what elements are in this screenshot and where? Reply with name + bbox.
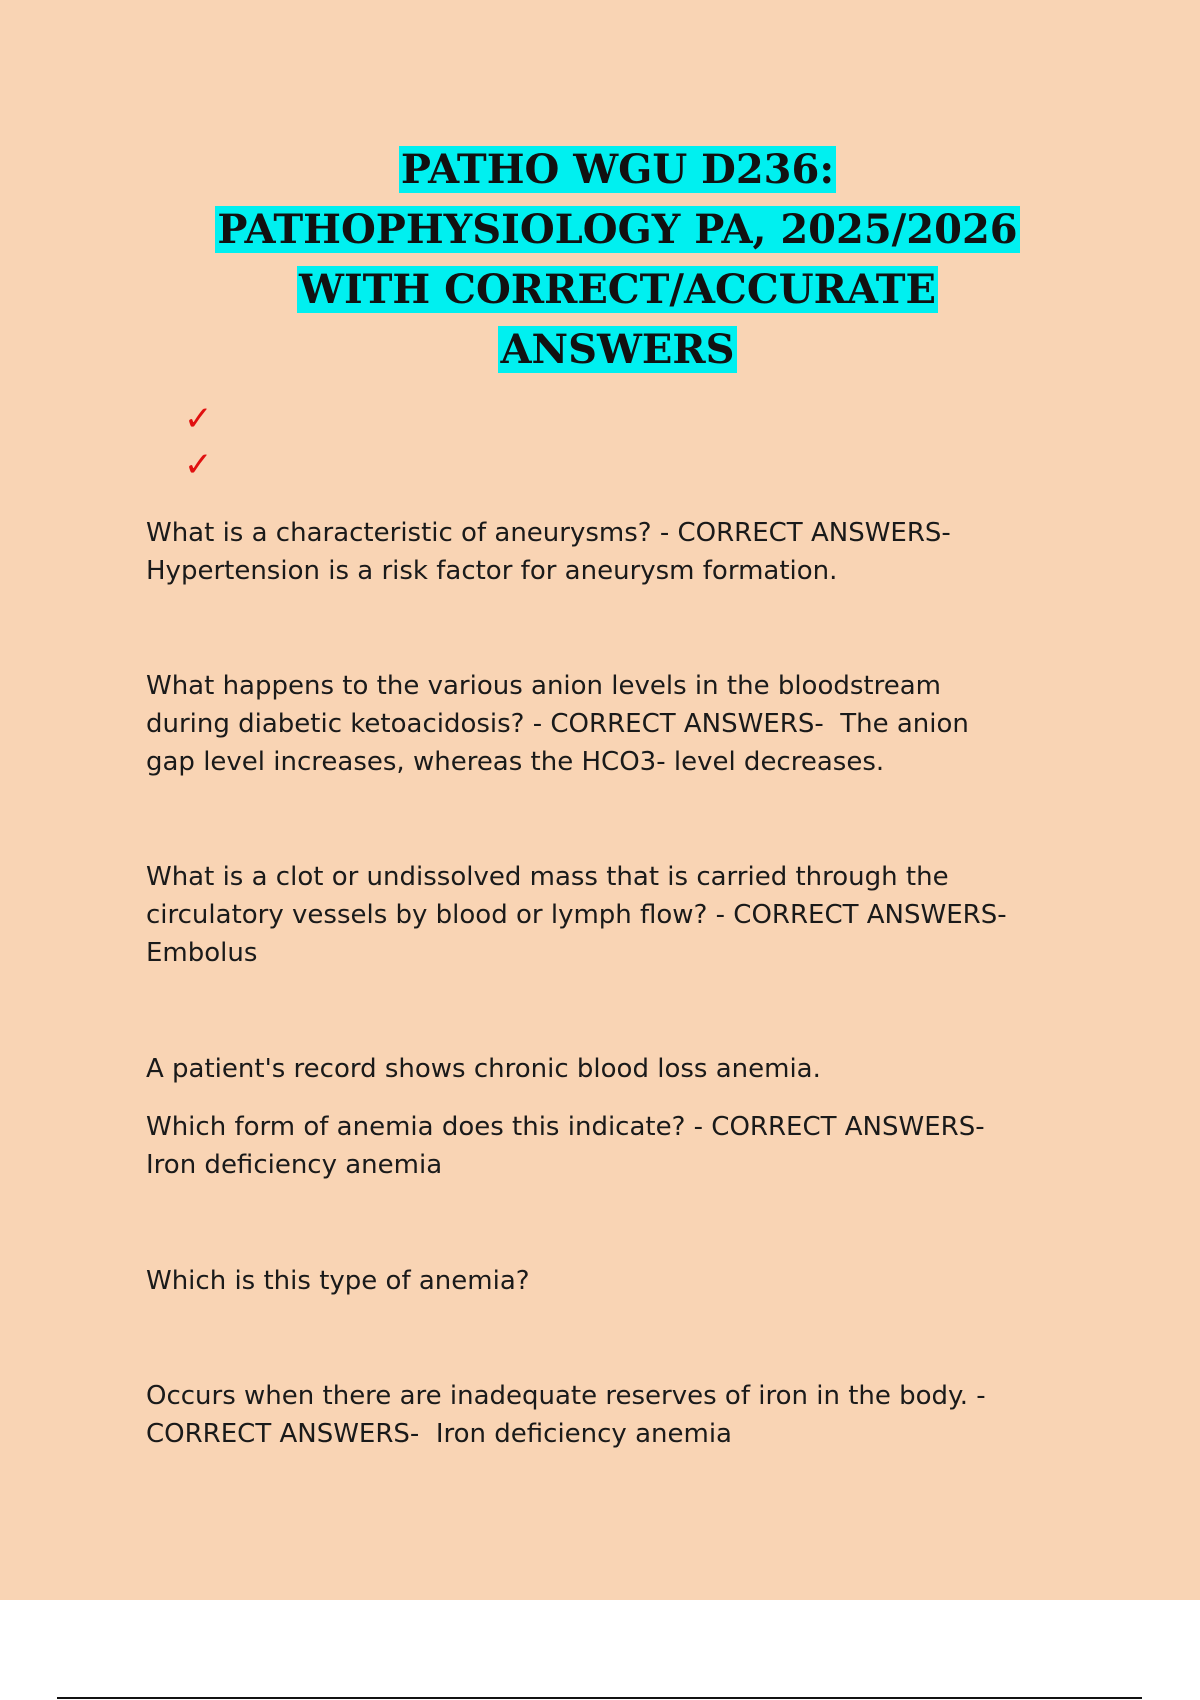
title-line: PATHOPHYSIOLOGY PA, 2025/2026	[217, 206, 1018, 253]
qa-paragraph: A patient's record shows chronic blood loss anemia.	[146, 1054, 821, 1084]
checkmark-list	[184, 396, 213, 488]
title-line: ANSWERS	[500, 326, 735, 373]
footer-rule	[57, 1697, 1142, 1699]
qa-paragraph: What happens to the various anion levels in the bloodstream during diabetic ketoacidosis? - CORRECT ANSWERS- The anion gap level increases, whereas the HCO3- level decreases.	[146, 671, 969, 777]
checkmark-icon: ✓	[184, 399, 213, 439]
qa-paragraph: Which form of anemia does this indicate? - CORRECT ANSWERS- Iron deficiency anemia	[146, 1112, 985, 1180]
qa-paragraph: What is a clot or undissolved mass that is carried through the circulatory vessels by blood or lymph flow? - CORRECT ANSWERS- Embolus	[146, 862, 1007, 968]
title-line: WITH CORRECT/ACCURATE	[299, 266, 936, 313]
title-line: PATHO WGU D236:	[400, 146, 835, 193]
qa-paragraph: What is a characteristic of aneurysms? - CORRECT ANSWERS- Hypertension is a risk factor for aneurysm formation.	[146, 518, 951, 586]
qa-paragraph: Occurs when there are inadequate reserves of iron in the body. - CORRECT ANSWERS- Iron deficiency anemia	[146, 1381, 986, 1449]
document-title	[0, 140, 1200, 380]
qa-paragraph: Which is this type of anemia?	[146, 1266, 530, 1296]
checkmark-icon: ✓	[184, 445, 213, 485]
